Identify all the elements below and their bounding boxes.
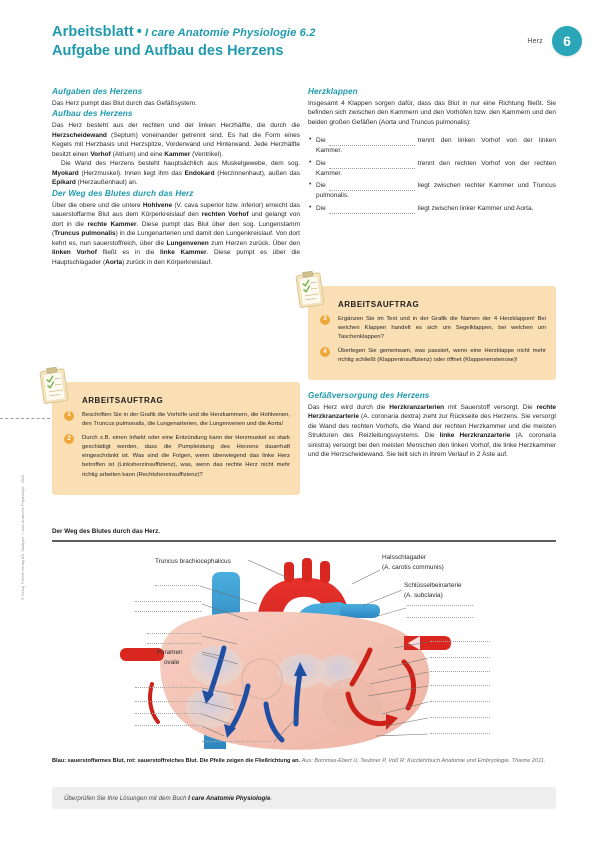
- figure-fill-in-blank[interactable]: [430, 700, 490, 702]
- term-herzkranzarterien: Herzkranzarterien: [389, 403, 445, 411]
- figure-source-note: [52, 757, 560, 765]
- clipboard-icon: [294, 270, 328, 310]
- t: (A. coronaria sinistra) versorgt bei den meisten Menschen den linken Vorhof, die linke Herzkammer und die Herzscheidewand. Sie teilt sich in ihrem Verlauf in 2 Äste auf.: [308, 432, 556, 459]
- figure-fill-in-blank[interactable]: [430, 640, 490, 642]
- page-title: Aufgabe und Aufbau des Herzens: [52, 43, 284, 59]
- figure-fill-in-blank[interactable]: [135, 700, 201, 702]
- task-box-right-items: [323, 315, 546, 365]
- fill-in-blank[interactable]: [329, 163, 415, 169]
- clipboard-icon: [38, 366, 72, 406]
- task-number-badge: 1: [64, 411, 74, 421]
- heading-gefaessversorgung: Gefäßversorgung des Herzens: [308, 391, 430, 400]
- term-epikard: Epikard: [52, 179, 76, 187]
- term-hohlvene: Hohlvene: [142, 201, 173, 209]
- figure-fill-in-blank[interactable]: [135, 712, 201, 714]
- t: (Herzmuskel). Innen liegt ihm das: [78, 169, 185, 177]
- fill-in-blank[interactable]: [329, 208, 415, 214]
- para-aufbau-1: [52, 121, 300, 159]
- term-myokard: Myokard: [52, 169, 79, 177]
- t: fließt es in die: [96, 249, 161, 257]
- para-aufbau-2: [52, 159, 300, 187]
- t: (Herzaußenhaut) an.: [75, 179, 138, 187]
- figure-caption: Der Weg des Blutes durch das Herz.: [52, 528, 161, 535]
- right-column: [308, 86, 556, 217]
- t: (V. cava superior bzw. inferior) erreicht das sauerstoffarme Blut aus dem Körperkreislauf den: [52, 201, 300, 219]
- gefaessversorgung-block: [308, 390, 556, 460]
- herzklappen-blank-item[interactable]: [308, 136, 556, 156]
- para-herzklappen: Insgesamt 4 Klappen sorgen dafür, dass das Blut in nur eine Richtung fließt. Sie befinden sich zwischen den Kammern und den Vorhöfen bzw. den Kammern und den beiden großen Gefäßen (Aorta und Truncus pulmonalis):: [308, 99, 556, 126]
- t: zum Herzen zurück. Über den: [208, 239, 300, 247]
- para-aufgaben: Das Herz pumpt das Blut durch das Gefäßsystem.: [52, 99, 197, 107]
- term-rechte-herzkranzarterie: rechte Herzkranzarterie: [308, 403, 556, 421]
- task-text: Beschriften Sie in der Grafik die Vorhöfe und die Herzkammern, die Hohlvenen, den Truncus pulmonalis, die Lungenarterien, die Lungenvenen und die Aorta!: [82, 412, 290, 428]
- term-kammer: Kammer: [164, 150, 191, 158]
- imprint-vertical-text: © Georg Thieme Verlag KG, Stuttgart · I care Anatomie Physiologie · 2020: [21, 474, 25, 600]
- blank-tail: trennt den linken Vorhof von der linken Kammer.: [316, 137, 556, 155]
- source-credit: Aus: Bommas-Ebert U, Teubner P, Voß R: Kurzlehrbuch Anatomie und Embryologie. Thieme 2011.: [301, 758, 546, 764]
- heading-aufbau-des-herzens: Aufbau des Herzens: [52, 109, 133, 119]
- figure-fill-in-blank[interactable]: [202, 740, 272, 742]
- figure-fill-in-blank[interactable]: [430, 732, 490, 734]
- header-subtitle: I care Anatomie Physiologie 6.2: [144, 27, 316, 39]
- blank-tail: trennt den rechten Vorhof von der rechten Kammer.: [316, 159, 556, 177]
- t: .: [270, 794, 273, 802]
- task-text: Durch z.B. einen Infarkt oder eine Entzündung kann der Herzmuskel so stark geschädigt werden, dass die Pumpleistung des Herzens dauerhaft eingeschränkt ist. Was sind die Folgen, wenn überwiegend das linke Herz betroffen ist (Linksherzinsuffizienz), was, wenn das rechte Herz nicht mehr richtig arbeiten kann (Rechtsherzinsuffizienz)?: [82, 435, 290, 478]
- heart-diagram: [52, 544, 556, 752]
- t: (Atrium) und eine: [110, 150, 165, 158]
- para-weg-des-blutes: [52, 201, 300, 267]
- figure-fill-in-blank[interactable]: [147, 642, 201, 644]
- task-text: Überlegen Sie gemeinsam, was passiert, wenn eine Herzklappe nicht mehr richtig schließt (Klappeninsuffizienz) oder öffnet (Klappenenstenose)!: [338, 348, 546, 364]
- chapter-number-badge: 6: [552, 26, 582, 56]
- term-linke-herzkranzarterie: linke Herzkranzarterie: [439, 432, 511, 440]
- term-linke-kammer: linke Kammer: [160, 249, 207, 257]
- term-vorhof: Vorhof: [90, 150, 111, 158]
- header-kicker-line: [52, 24, 580, 40]
- figure-fill-in-blank[interactable]: [135, 610, 201, 612]
- figure-label-schluesselbeinarterie: Schlüsselbeinarterie: [404, 582, 462, 589]
- figure-top-rule: [52, 540, 556, 542]
- task-number-badge: 2: [64, 434, 74, 444]
- task-box-left: [52, 382, 300, 495]
- worksheet-kicker: Arbeitsblatt: [52, 24, 134, 40]
- term-rechter-vorhof: rechten Vorhof: [201, 211, 249, 219]
- task-item: [323, 347, 546, 365]
- term-lungenvenen: Lungenvenen: [166, 239, 209, 247]
- figure-fill-in-blank[interactable]: [135, 686, 201, 688]
- task-text: Ergänzen Sie im Text und in der Grafik die Namen der 4 Herzklappen! Bei welchen Klappen handelt es sich um Segelklappen, bei welchen um Taschenklappen?: [338, 316, 546, 341]
- heading-herzklappen: Herzklappen: [308, 87, 358, 96]
- t: Das Herz besteht aus der rechten und der linken Herzhälfte, die durch die: [52, 122, 300, 130]
- t: ) in die Lungenarterien und damit den Lungenkreislauf. Von dort kehrt es, nun sauerstoffreich, über die: [52, 230, 300, 247]
- fill-in-blank[interactable]: [329, 140, 415, 146]
- figure-fill-in-blank[interactable]: [430, 656, 490, 658]
- blank-lead: Die: [316, 159, 326, 167]
- t: . Diese pumpt das Blut über den sog. Lungenstamm (: [52, 220, 301, 238]
- t: . Diese pumpt es über die Hauptschlagader (: [52, 249, 300, 266]
- herzklappen-blank-item[interactable]: [308, 159, 556, 179]
- t: Die Wand des Herzens besteht hauptsächlich aus Muskelgewebe, dem sog.: [61, 160, 300, 168]
- figure-fill-in-blank[interactable]: [407, 604, 473, 606]
- t: und gelangt von dort in die: [52, 211, 300, 228]
- header-separator-dot: •: [136, 24, 142, 40]
- figure-fill-in-blank[interactable]: [430, 684, 490, 686]
- task-item: [67, 434, 290, 479]
- t: Das Herz wird durch die: [308, 403, 390, 411]
- t: Über die obere und die untere: [52, 201, 143, 209]
- task-number-badge: 4: [320, 347, 330, 357]
- source-lead: Blau: sauerstoffarmes Blut, rot: sauerstoffreiches Blut. Die Pfeile zeigen die Fließrichtung an.: [52, 758, 301, 764]
- t: Überprüfen Sie Ihre Lösungen mit dem Buch: [64, 794, 189, 802]
- solution-hint-text: [64, 795, 272, 802]
- task-number-badge: 3: [320, 315, 330, 325]
- task-item: [67, 411, 290, 429]
- figure-fill-in-blank[interactable]: [430, 670, 490, 672]
- term-rechte-kammer: rechte Kammer: [87, 220, 137, 228]
- task-box-right: [308, 286, 556, 380]
- chapter-indicator: [527, 26, 582, 56]
- term-herzscheidewand: Herzscheidewand: [52, 131, 107, 139]
- blank-lead: Die: [316, 204, 326, 212]
- heading-weg-des-blutes: Der Weg des Blutes durch das Herz: [52, 188, 194, 198]
- figure-label-halsschlagader-latin: (A. carotis communis): [382, 564, 444, 571]
- term-truncus-pulmonalis: Truncus pulmonalis: [54, 230, 116, 238]
- figure-label-truncus-brachiocephalicus: Truncus brachiocephalicus: [155, 558, 231, 565]
- figure-fill-in-blank[interactable]: [407, 616, 473, 618]
- figure-fill-in-blank[interactable]: [155, 584, 199, 586]
- term-linker-vorhof: linken Vorhof: [52, 249, 97, 257]
- t: (Herzinnenhaut), außen das: [214, 169, 300, 177]
- blank-tail: liegt zwischen rechter Kammer und Truncus pulmonalis.: [316, 182, 556, 200]
- herzklappen-blank-list: [308, 136, 556, 213]
- heart-illustration-svg: [52, 544, 556, 752]
- chapter-label: Herz: [527, 37, 543, 45]
- t: (A. coronaria dextra) zieht zur Rückseite des Herzens. Sie versorgt die Wand des rechten Vorhofs, die Wand der rechten Herzkammer und die meisten Strukturen des Reizleitungssystems. Die: [308, 413, 556, 440]
- figure-fill-in-blank[interactable]: [135, 724, 201, 726]
- crop-mark-dash: [0, 418, 50, 419]
- t: (Ventrikel).: [190, 150, 224, 158]
- task-box-left-title: ARBEITSAUFTRAG: [82, 396, 164, 405]
- figure-fill-in-blank[interactable]: [430, 716, 490, 718]
- left-column: [52, 86, 300, 267]
- figure-label-halsschlagader: Halsschlagader: [382, 554, 427, 561]
- t: mit Sauerstoff versorgt. Die: [444, 403, 537, 411]
- blank-lead: Die: [316, 182, 326, 190]
- figure-fill-in-blank[interactable]: [147, 632, 201, 634]
- figure-label-schluesselbeinarterie-latin: (A. subclavia): [404, 592, 443, 599]
- task-box-right-title: ARBEITSAUFTRAG: [338, 300, 420, 309]
- task-item: [323, 315, 546, 342]
- heading-aufgaben-des-herzens: Aufgaben des Herzens: [52, 87, 143, 96]
- para-gefaessversorgung: [308, 403, 556, 460]
- term-endokard: Endokard: [184, 169, 215, 177]
- figure-label-foramen-ovale-2: ovale: [164, 659, 180, 666]
- blank-tail: liegt zwischen linker Kammer und Aorta.: [417, 204, 534, 212]
- figure-label-foramen-ovale-1: Foramen: [157, 649, 183, 656]
- term-aorta: Aorta: [105, 258, 123, 266]
- t: (Septum) voneinander getrennt sind. Es hat die Form eines Kegels mit Herzbasis und Herzspitze, Vorderwand und Hinterwand. Jede Herzhälfte besitzt einen: [52, 131, 300, 158]
- page-header: [52, 24, 580, 59]
- task-box-left-items: [67, 411, 290, 480]
- solution-hint-bar: [52, 787, 556, 809]
- herzklappen-blank-item[interactable]: [308, 181, 556, 201]
- herzklappen-blank-item[interactable]: [308, 204, 556, 214]
- t: ) zurück in den Körperkreislauf.: [122, 258, 213, 266]
- fill-in-blank[interactable]: [329, 185, 415, 191]
- blank-lead: Die: [316, 137, 326, 145]
- figure-fill-in-blank[interactable]: [135, 600, 201, 602]
- book-title: I care Anatomie Physiologie: [188, 794, 271, 802]
